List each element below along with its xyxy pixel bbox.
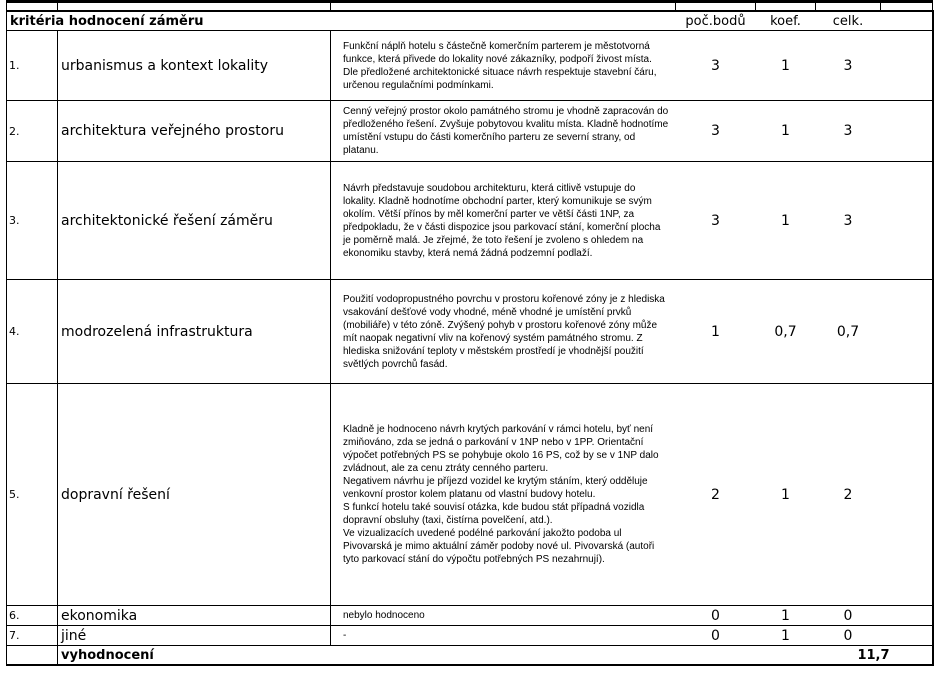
empty-cell bbox=[881, 384, 933, 606]
coefficient-value: 1 bbox=[756, 101, 816, 162]
empty-cell bbox=[881, 606, 933, 626]
criterion-name: modrozelená infrastruktura bbox=[58, 280, 331, 384]
comment-paragraph: Negativem návrhu je příjezd vozidel ke krytým stáním, který odděluje venkovní prostor kolem platanu od vlastní budovy hotelu. bbox=[343, 476, 648, 500]
points-value: 3 bbox=[676, 162, 756, 280]
points-value: 3 bbox=[676, 101, 756, 162]
total-value: 3 bbox=[816, 162, 881, 280]
total-value: 0 bbox=[816, 606, 881, 626]
criterion-comment: nebylo hodnoceno bbox=[331, 606, 676, 626]
criterion-name: jiné bbox=[58, 626, 331, 646]
row-number: 4. bbox=[7, 280, 58, 384]
summary-spacer-cell bbox=[7, 646, 58, 666]
criterion-name: ekonomika bbox=[58, 606, 331, 626]
criterion-name: dopravní řešení bbox=[58, 384, 331, 606]
empty-cell bbox=[881, 101, 933, 162]
summary-blank-cell bbox=[676, 646, 756, 666]
points-value: 2 bbox=[676, 384, 756, 606]
table-row bbox=[7, 384, 933, 606]
empty-header-cell bbox=[881, 11, 933, 31]
top-band bbox=[7, 2, 933, 12]
empty-cell bbox=[881, 626, 933, 646]
row-number: 3. bbox=[7, 162, 58, 280]
row-number: 1. bbox=[7, 31, 58, 101]
criterion-comment: Funkční náplň hotelu s částečně komerčním parterem je městotvorná funkce, která přivede do lokality nové zákazníky, podpoří živost místa. Dle předložené architektonické situace návrh respektuje stavební čáru, určenou regulačními podmínkami. bbox=[331, 31, 676, 101]
coefficient-value: 1 bbox=[756, 31, 816, 101]
coefficient-value: 1 bbox=[756, 384, 816, 606]
criterion-comment: Použití vodopropustného povrchu v prostoru kořenové zóny je z hlediska vsakování dešťové vody vhodné, méně vhodné je umístění prvků (mobiliáře) v této zóně. Zvýšený pohyb v prostoru kořenové zóny může mít naopak negativní vliv na kořenový systém památného stromu. Z hlediska snižování teploty v městském prostředí je vhodnější použití světlých povrchů fasád. bbox=[331, 280, 676, 384]
criterion-comment: Návrh představuje soudobou architekturu, která citlivě vstupuje do lokality. Kladně hodnotíme obchodní parter, který komunikuje se svým okolím. Větší přínos by měl komerční parter ve větší části 1NP, za předpokladu, že v části dispozice jsou parkovací stání, komerční plocha je poměrně malá. Je zřejmé, že toto řešení je zvoleno s ohledem na ekonomiku stavby, která nemá žádná podzemní podlaží. bbox=[331, 162, 676, 280]
comment-paragraph: S funkcí hotelu také souvisí otázka, kde budou stát případná vozidla dopravní obsluhy (taxi, čistírna povelčení, atd.). bbox=[343, 502, 645, 526]
coefficient-value: 0,7 bbox=[756, 280, 816, 384]
points-value: 3 bbox=[676, 31, 756, 101]
row-number: 6. bbox=[7, 606, 58, 626]
points-value: 1 bbox=[676, 280, 756, 384]
evaluation-table bbox=[6, 0, 934, 666]
header-row bbox=[7, 11, 933, 31]
summary-row bbox=[7, 646, 933, 666]
criterion-comment bbox=[331, 384, 676, 606]
total-value: 2 bbox=[816, 384, 881, 606]
row-number: 7. bbox=[7, 626, 58, 646]
comment-paragraph: Kladně je hodnoceno návrh krytých parkování v rámci hotelu, byť není zmiňováno, zda se jedná o parkování v 1NP nebo v 1PP. Orientační výpočet potřebných PS se pohybuje okolo 16 PS, což by se v 1NP dalo zvládnout, ale za cenu ztráty cenného parteru. bbox=[343, 424, 659, 474]
table-row bbox=[7, 280, 933, 384]
empty-cell bbox=[881, 280, 933, 384]
table-row bbox=[7, 606, 933, 626]
criterion-name: architektura veřejného prostoru bbox=[58, 101, 331, 162]
total-value: 0 bbox=[816, 626, 881, 646]
row-number: 5. bbox=[7, 384, 58, 606]
evaluation-sheet bbox=[6, 0, 932, 680]
points-value: 0 bbox=[676, 626, 756, 646]
points-value: 0 bbox=[676, 606, 756, 626]
coefficient-value: 1 bbox=[756, 606, 816, 626]
total-column-header: celk. bbox=[816, 11, 881, 31]
criterion-comment: Cenný veřejný prostor okolo památného stromu je vhodně zapracován do předloženého řešení. Zvyšuje pobytovou kvalitu místa. Kladně hodnotíme umístění vstupu do části komerčního parteru ze severní strany, od platanu. bbox=[331, 101, 676, 162]
empty-cell bbox=[881, 31, 933, 101]
points-column-header: poč.bodů bbox=[676, 11, 756, 31]
criterion-name: urbanismus a kontext lokality bbox=[58, 31, 331, 101]
table-row bbox=[7, 626, 933, 646]
total-value: 3 bbox=[816, 31, 881, 101]
table-row bbox=[7, 101, 933, 162]
summary-total: 11,7 bbox=[816, 646, 933, 666]
summary-blank-cell bbox=[756, 646, 816, 666]
table-row bbox=[7, 31, 933, 101]
criteria-heading: kritéria hodnocení záměru bbox=[7, 11, 676, 31]
criterion-name: architektonické řešení záměru bbox=[58, 162, 331, 280]
row-number: 2. bbox=[7, 101, 58, 162]
total-value: 3 bbox=[816, 101, 881, 162]
coefficient-value: 1 bbox=[756, 626, 816, 646]
total-value: 0,7 bbox=[816, 280, 881, 384]
table-row bbox=[7, 162, 933, 280]
empty-cell bbox=[881, 162, 933, 280]
coefficient-value: 1 bbox=[756, 162, 816, 280]
coefficient-column-header: koef. bbox=[756, 11, 816, 31]
comment-paragraph: Ve vizualizacích uvedené podélné parkování jakožto podoba ul Pivovarská je mimo aktuální záměr podoby nové ul. Pivovarská (autoři tyto parkovací stání do výpočtu potřebných PS nezahrnují). bbox=[343, 528, 655, 565]
criterion-comment: - bbox=[331, 626, 676, 646]
summary-label: vyhodnocení bbox=[58, 646, 676, 666]
